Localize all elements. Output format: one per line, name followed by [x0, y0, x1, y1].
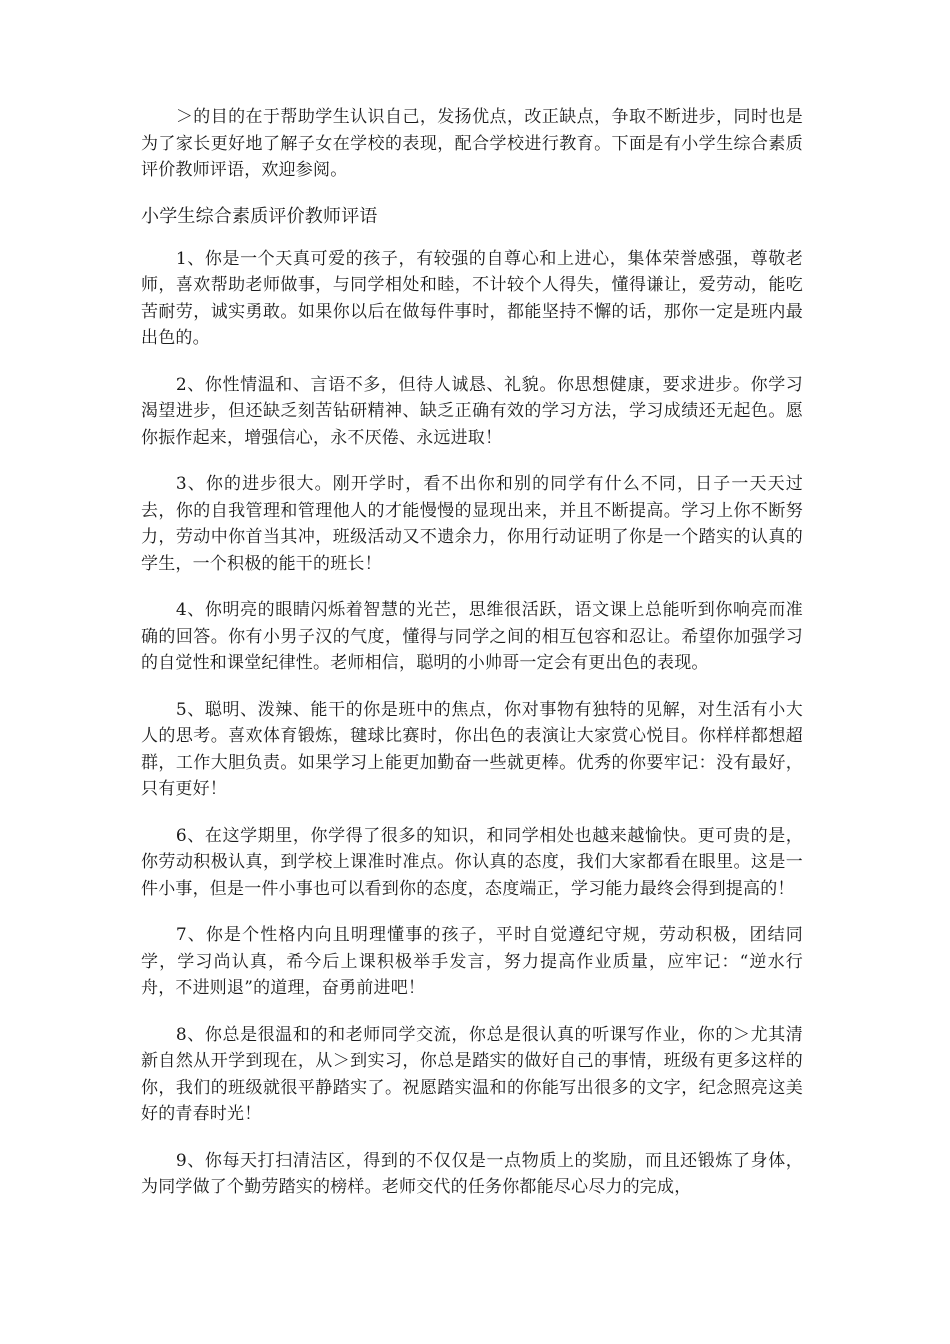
comment-paragraph-8: 8、你总是很温和的和老师同学交流，你总是很认真的听课写作业，你的＞尤其清新自然从开学到现在，从＞到实习，你总是踏实的做好自己的事情，班级有更多这样的你，我们的班级就很平静踏实了。祝愿踏实温和的你能写出很多的文字，纪念照亮这美好的青春时光！: [141, 1024, 803, 1124]
comment-paragraph-9: 9、你每天打扫清洁区，得到的不仅仅是一点物质上的奖励，而且还锻炼了身体，为同学做了个勤劳踏实的榜样。老师交代的任务你都能尽心尽力的完成，: [141, 1150, 803, 1197]
comment-paragraph-3: 3、你的进步很大。刚开学时，看不出你和别的同学有什么不同，日子一天天过去，你的自我管理和管理他人的才能慢慢的显现出来，并且不断提高。学习上你不断努力，劳动中你首当其冲，班级活动又不遗余力，你用行动证明了你是一个踏实的认真的学生，一个积极的能干的班长！: [141, 474, 803, 574]
comment-paragraph-5: 5、聪明、泼辣、能干的你是班中的焦点，你对事物有独特的见解，对生活有小大人的思考。喜欢体育锻炼，毽球比赛时，你出色的表演让大家赏心悦目。你样样都想超群，工作大胆负责。如果学习上能更加勤奋一些就更棒。优秀的你要牢记：没有最好，只有更好！: [141, 699, 803, 799]
section-heading: 小学生综合素质评价教师评语: [141, 205, 378, 227]
comment-paragraph-6: 6、在这学期里，你学得了很多的知识，和同学相处也越来越愉快。更可贵的是，你劳动积极认真，到学校上课准时准点。你认真的态度，我们大家都看在眼里。这是一件小事，但是一件小事也可以看到你的态度，态度端正，学习能力最终会得到提高的！: [141, 825, 803, 899]
comment-paragraph-1: 1、你是一个天真可爱的孩子，有较强的自尊心和上进心，集体荣誉感强，尊敬老师，喜欢帮助老师做事，与同学相处和睦，不计较个人得失，懂得谦让，爱劳动，能吃苦耐劳，诚实勇敢。如果你以后在做每件事时，都能坚持不懈的话，那你一定是班内最出色的。: [141, 248, 803, 348]
comment-paragraph-2: 2、你性情温和、言语不多，但待人诚恳、礼貌。你思想健康，要求进步。你学习渴望进步，但还缺乏刻苦钻研精神、缺乏正确有效的学习方法，学习成绩还无起色。愿你振作起来，增强信心，永不厌倦、永远进取！: [141, 374, 803, 448]
intro-paragraph: ＞的目的在于帮助学生认识自己，发扬优点，改正缺点，争取不断进步，同时也是为了家长更好地了解子女在学校的表现，配合学校进行教育。下面是有小学生综合素质评价教师评语，欢迎参阅。: [141, 107, 803, 180]
document-body: [141, 104, 803, 1221]
comment-paragraph-4: 4、你明亮的眼睛闪烁着智慧的光芒，思维很活跃，语文课上总能听到你响亮而准确的回答。你有小男子汉的气度，懂得与同学之间的相互包容和忍让。希望你加强学习的自觉性和课堂纪律性。老师相信，聪明的小帅哥一定会有更出色的表现。: [141, 600, 803, 673]
comment-paragraph-7: 7、你是个性格内向且明理懂事的孩子，平时自觉遵纪守规，劳动积极，团结同学，学习尚认真，希今后上课积极举手发言，努力提高作业质量，应牢记：“逆水行舟，不进则退”的道理，奋勇前进吧！: [141, 925, 803, 998]
